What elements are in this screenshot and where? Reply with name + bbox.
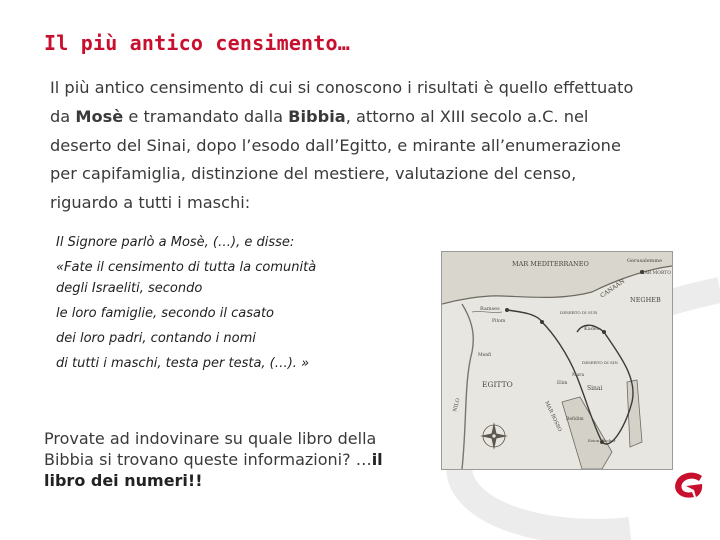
intro-text-3: , attorno al XIII secolo a.C. nel deserto del Sinai, dopo l’esodo dall’Egitto, e mirante all’enumerazione per capifamiglia, distinzione del mestiere, valutazione del censo, riguardo a tutti i maschi:: [50, 106, 621, 213]
map-label-refidim: Refidim: [566, 417, 584, 422]
slide-title: Il più antico censimento…: [44, 31, 351, 55]
intro-bold-bibbia: Bibbia: [288, 106, 346, 126]
closing-question: [44, 428, 404, 491]
map-label-dead-sea: MAR MORTO: [640, 271, 671, 276]
quote-line: di tutti i maschi, testa per testa, (…). »: [56, 356, 310, 371]
intro-text-2: e tramandato dalla: [123, 106, 289, 126]
intro-text-1: Il più antico censimento di cui si conoscono i risultati è quello effettuato da: [50, 78, 634, 126]
map-label-ezion: Ezion Gheber: [588, 438, 616, 443]
map-label-deserto-sin: DESERTO DI SIN: [582, 360, 618, 365]
map-label-sinai: Sinai: [587, 385, 603, 392]
map-label-nilo: NILO: [452, 397, 462, 413]
map-label-sea: MAR MEDITERRANEO: [512, 260, 589, 268]
map-label-kades: Kades: [584, 326, 600, 332]
quote-line: dei loro padri, contando i nomi: [56, 331, 256, 346]
closing-answer: il libro dei numeri!!: [44, 450, 383, 490]
closing-text: Provate ad indovinare su quale libro della Bibbia si trovano queste informazioni? …: [44, 429, 377, 469]
map-label-canaan: CANAAN: [599, 277, 627, 300]
bible-quote: [56, 232, 386, 374]
intro-bold-mose: Mosè: [75, 106, 124, 126]
map-label-pitom: Pitom: [492, 319, 506, 324]
map-label-elim: Elim: [557, 381, 568, 386]
intro-paragraph: [50, 74, 640, 218]
quote-line: le loro famiglie, secondo il casato: [56, 306, 275, 321]
map-label-deserto-sur: DESERTO DI SUR: [560, 310, 598, 315]
map-label-negheb: NEGHEB: [630, 296, 661, 304]
quote-line: degli Israeliti, secondo: [56, 281, 203, 296]
company-logo-icon: [672, 470, 706, 500]
compass-rose-icon: [480, 422, 508, 450]
quote-line: Il Signore parlò a Mosè, (…), e disse:: [56, 235, 295, 250]
map-label-mara: Mara: [572, 373, 585, 378]
exodus-map: [441, 251, 673, 470]
map-label-ramses: Ramses: [480, 306, 500, 312]
map-drawing: [442, 252, 672, 469]
map-label-jerusalem: Gerusalemme: [627, 258, 663, 264]
quote-line: «Fate il censimento di tutta la comunità: [56, 260, 317, 275]
map-label-mar-rosso: MAR ROSSO: [543, 400, 563, 433]
map-label-menfi: Menfi: [478, 353, 492, 358]
map-label-egitto: EGITTO: [482, 380, 513, 389]
